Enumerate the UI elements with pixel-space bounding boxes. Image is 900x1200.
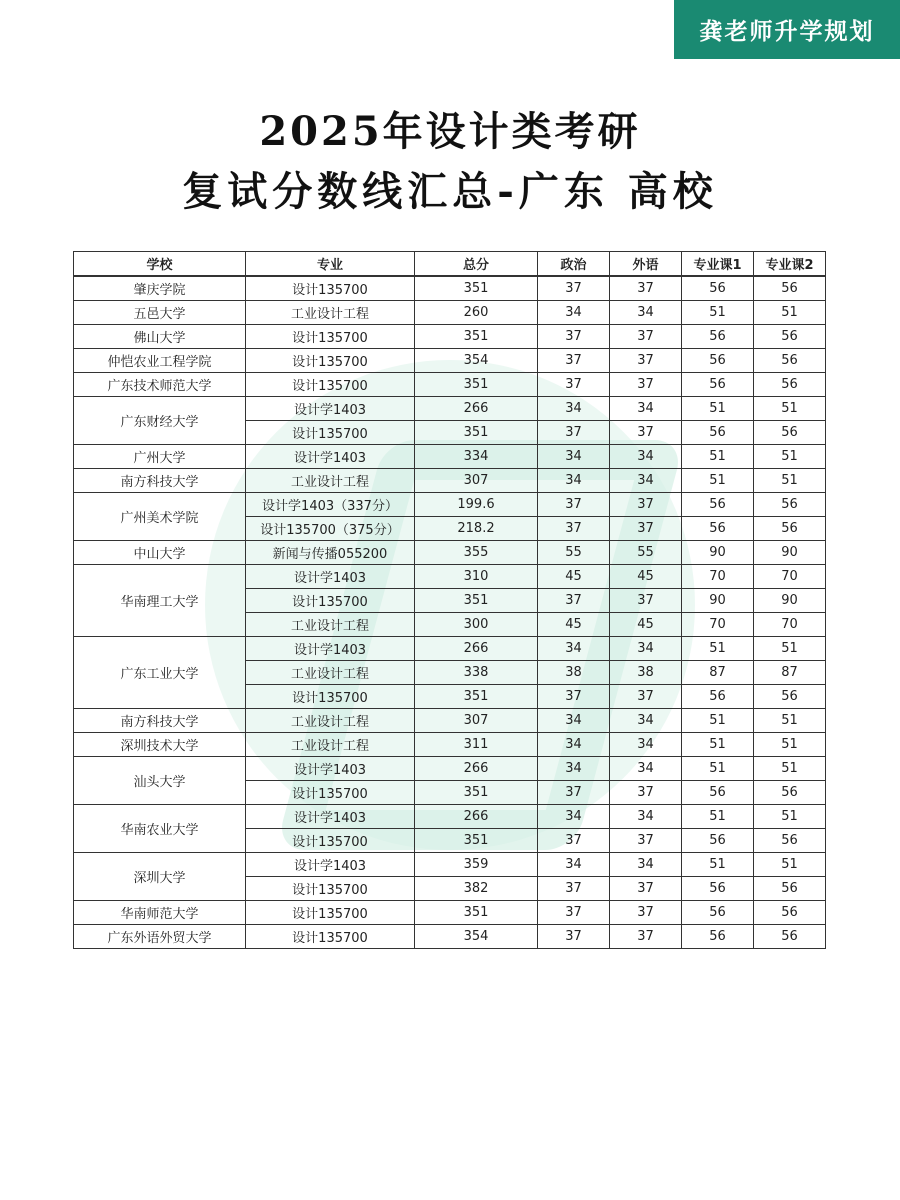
language-cell: 37 [610, 493, 682, 517]
course1-cell: 56 [682, 829, 754, 853]
course2-cell: 87 [754, 661, 826, 685]
total-cell: 351 [415, 829, 538, 853]
total-cell: 300 [415, 613, 538, 637]
header-language: 外语 [610, 252, 682, 277]
language-cell: 37 [610, 349, 682, 373]
course1-cell: 51 [682, 445, 754, 469]
course1-cell: 70 [682, 565, 754, 589]
header-politics: 政治 [538, 252, 610, 277]
total-cell: 266 [415, 805, 538, 829]
language-cell: 55 [610, 541, 682, 565]
school-cell: 佛山大学 [74, 325, 246, 349]
major-cell: 设计学1403 [246, 565, 415, 589]
table-row [74, 757, 826, 781]
total-cell: 310 [415, 565, 538, 589]
course2-cell: 56 [754, 925, 826, 949]
major-cell: 设计学1403 [246, 805, 415, 829]
course1-cell: 90 [682, 589, 754, 613]
course1-cell: 51 [682, 301, 754, 325]
language-cell: 34 [610, 709, 682, 733]
language-cell: 34 [610, 637, 682, 661]
course2-cell: 51 [754, 733, 826, 757]
total-cell: 351 [415, 781, 538, 805]
language-cell: 34 [610, 805, 682, 829]
course1-cell: 51 [682, 733, 754, 757]
course1-cell: 51 [682, 469, 754, 493]
table-row [74, 541, 826, 565]
politics-cell: 45 [538, 613, 610, 637]
course2-cell: 90 [754, 541, 826, 565]
total-cell: 351 [415, 685, 538, 709]
total-cell: 307 [415, 709, 538, 733]
major-cell: 设计学1403 [246, 397, 415, 421]
politics-cell: 34 [538, 757, 610, 781]
language-cell: 45 [610, 565, 682, 589]
language-cell: 34 [610, 733, 682, 757]
course1-cell: 56 [682, 877, 754, 901]
course1-cell: 51 [682, 397, 754, 421]
course1-cell: 56 [682, 901, 754, 925]
major-cell: 工业设计工程 [246, 709, 415, 733]
major-cell: 工业设计工程 [246, 301, 415, 325]
total-cell: 334 [415, 445, 538, 469]
table-row [74, 397, 826, 421]
course1-cell: 56 [682, 325, 754, 349]
total-cell: 266 [415, 397, 538, 421]
language-cell: 37 [610, 276, 682, 301]
language-cell: 45 [610, 613, 682, 637]
course2-cell: 51 [754, 301, 826, 325]
course2-cell: 51 [754, 805, 826, 829]
course1-cell: 56 [682, 349, 754, 373]
course2-cell: 51 [754, 637, 826, 661]
major-cell: 设计135700 [246, 901, 415, 925]
total-cell: 354 [415, 925, 538, 949]
course1-cell: 51 [682, 709, 754, 733]
total-cell: 359 [415, 853, 538, 877]
course2-cell: 70 [754, 613, 826, 637]
course2-cell: 56 [754, 276, 826, 301]
school-cell: 广东技术师范大学 [74, 373, 246, 397]
politics-cell: 34 [538, 709, 610, 733]
table-row [74, 301, 826, 325]
course2-cell: 51 [754, 445, 826, 469]
total-cell: 354 [415, 349, 538, 373]
course1-cell: 56 [682, 493, 754, 517]
header-major: 专业 [246, 252, 415, 277]
politics-cell: 37 [538, 685, 610, 709]
total-cell: 199.6 [415, 493, 538, 517]
title-line2: 复试分数线汇总-广东 高校 [182, 168, 718, 215]
course1-cell: 70 [682, 613, 754, 637]
politics-cell: 37 [538, 517, 610, 541]
language-cell: 37 [610, 781, 682, 805]
school-cell: 深圳技术大学 [74, 733, 246, 757]
course1-cell: 56 [682, 373, 754, 397]
title-line1: 2025年设计类考研 [259, 108, 641, 155]
course1-cell: 56 [682, 925, 754, 949]
school-cell: 广东外语外贸大学 [74, 925, 246, 949]
major-cell: 设计135700 [246, 829, 415, 853]
language-cell: 37 [610, 685, 682, 709]
major-cell: 设计学1403 [246, 637, 415, 661]
table-row [74, 925, 826, 949]
total-cell: 351 [415, 325, 538, 349]
major-cell: 工业设计工程 [246, 613, 415, 637]
major-cell: 设计135700 [246, 877, 415, 901]
language-cell: 37 [610, 373, 682, 397]
politics-cell: 37 [538, 276, 610, 301]
language-cell: 37 [610, 877, 682, 901]
course2-cell: 56 [754, 373, 826, 397]
total-cell: 351 [415, 276, 538, 301]
school-cell: 南方科技大学 [74, 709, 246, 733]
table-row [74, 373, 826, 397]
politics-cell: 37 [538, 589, 610, 613]
school-cell: 广东工业大学 [74, 637, 246, 709]
school-cell: 广州美术学院 [74, 493, 246, 541]
politics-cell: 34 [538, 469, 610, 493]
course2-cell: 56 [754, 829, 826, 853]
major-cell: 设计135700 [246, 325, 415, 349]
total-cell: 266 [415, 757, 538, 781]
course1-cell: 51 [682, 757, 754, 781]
total-cell: 355 [415, 541, 538, 565]
major-cell: 设计135700 [246, 349, 415, 373]
school-cell: 深圳大学 [74, 853, 246, 901]
table-row [74, 445, 826, 469]
politics-cell: 37 [538, 493, 610, 517]
course2-cell: 70 [754, 565, 826, 589]
language-cell: 37 [610, 829, 682, 853]
language-cell: 38 [610, 661, 682, 685]
politics-cell: 45 [538, 565, 610, 589]
major-cell: 设计135700 [246, 421, 415, 445]
politics-cell: 37 [538, 421, 610, 445]
table-row [74, 733, 826, 757]
major-cell: 设计135700 [246, 373, 415, 397]
table-header-row [74, 252, 826, 277]
table-row [74, 349, 826, 373]
school-cell: 南方科技大学 [74, 469, 246, 493]
course1-cell: 56 [682, 276, 754, 301]
total-cell: 307 [415, 469, 538, 493]
major-cell: 工业设计工程 [246, 469, 415, 493]
major-cell: 设计135700 [246, 685, 415, 709]
politics-cell: 37 [538, 373, 610, 397]
course2-cell: 56 [754, 901, 826, 925]
brand-badge: 龚老师升学规划 [674, 0, 900, 59]
total-cell: 266 [415, 637, 538, 661]
politics-cell: 34 [538, 853, 610, 877]
total-cell: 311 [415, 733, 538, 757]
school-cell: 中山大学 [74, 541, 246, 565]
politics-cell: 37 [538, 901, 610, 925]
politics-cell: 55 [538, 541, 610, 565]
major-cell: 设计学1403（337分） [246, 493, 415, 517]
language-cell: 37 [610, 925, 682, 949]
language-cell: 37 [610, 325, 682, 349]
school-cell: 汕头大学 [74, 757, 246, 805]
politics-cell: 37 [538, 877, 610, 901]
language-cell: 34 [610, 397, 682, 421]
header-course1: 专业课1 [682, 252, 754, 277]
total-cell: 351 [415, 421, 538, 445]
school-cell: 仲恺农业工程学院 [74, 349, 246, 373]
total-cell: 260 [415, 301, 538, 325]
course2-cell: 51 [754, 853, 826, 877]
table-row [74, 493, 826, 517]
header-total: 总分 [415, 252, 538, 277]
school-cell: 五邑大学 [74, 301, 246, 325]
course1-cell: 56 [682, 685, 754, 709]
course2-cell: 56 [754, 781, 826, 805]
course1-cell: 51 [682, 637, 754, 661]
course2-cell: 56 [754, 493, 826, 517]
language-cell: 37 [610, 901, 682, 925]
language-cell: 34 [610, 301, 682, 325]
major-cell: 新闻与传播055200 [246, 541, 415, 565]
politics-cell: 34 [538, 805, 610, 829]
language-cell: 34 [610, 757, 682, 781]
table-row [74, 469, 826, 493]
major-cell: 设计135700 [246, 276, 415, 301]
politics-cell: 38 [538, 661, 610, 685]
politics-cell: 34 [538, 397, 610, 421]
language-cell: 34 [610, 469, 682, 493]
header-school: 学校 [74, 252, 246, 277]
politics-cell: 37 [538, 829, 610, 853]
school-cell: 华南农业大学 [74, 805, 246, 853]
course1-cell: 51 [682, 805, 754, 829]
politics-cell: 34 [538, 733, 610, 757]
school-cell: 广州大学 [74, 445, 246, 469]
politics-cell: 34 [538, 301, 610, 325]
language-cell: 37 [610, 517, 682, 541]
politics-cell: 37 [538, 349, 610, 373]
course1-cell: 87 [682, 661, 754, 685]
table-row [74, 901, 826, 925]
politics-cell: 37 [538, 925, 610, 949]
total-cell: 218.2 [415, 517, 538, 541]
course2-cell: 51 [754, 469, 826, 493]
course2-cell: 56 [754, 421, 826, 445]
course2-cell: 56 [754, 685, 826, 709]
major-cell: 设计学1403 [246, 757, 415, 781]
politics-cell: 34 [538, 637, 610, 661]
course2-cell: 51 [754, 397, 826, 421]
course2-cell: 51 [754, 757, 826, 781]
course2-cell: 90 [754, 589, 826, 613]
header-course2: 专业课2 [754, 252, 826, 277]
major-cell: 设计学1403 [246, 853, 415, 877]
table-row [74, 565, 826, 589]
course2-cell: 51 [754, 709, 826, 733]
course2-cell: 56 [754, 349, 826, 373]
table-row [74, 276, 826, 301]
course1-cell: 51 [682, 853, 754, 877]
major-cell: 设计135700 [246, 925, 415, 949]
course1-cell: 90 [682, 541, 754, 565]
major-cell: 设计学1403 [246, 445, 415, 469]
course1-cell: 56 [682, 781, 754, 805]
school-cell: 肇庆学院 [74, 276, 246, 301]
politics-cell: 37 [538, 325, 610, 349]
major-cell: 工业设计工程 [246, 661, 415, 685]
total-cell: 351 [415, 589, 538, 613]
table-row [74, 853, 826, 877]
school-cell: 华南理工大学 [74, 565, 246, 637]
course1-cell: 56 [682, 421, 754, 445]
language-cell: 37 [610, 421, 682, 445]
language-cell: 34 [610, 853, 682, 877]
language-cell: 34 [610, 445, 682, 469]
total-cell: 338 [415, 661, 538, 685]
politics-cell: 34 [538, 445, 610, 469]
course2-cell: 56 [754, 517, 826, 541]
table-row [74, 709, 826, 733]
course2-cell: 56 [754, 325, 826, 349]
table-row [74, 805, 826, 829]
total-cell: 351 [415, 373, 538, 397]
politics-cell: 37 [538, 781, 610, 805]
table-row [74, 325, 826, 349]
major-cell: 设计135700 [246, 589, 415, 613]
school-cell: 华南师范大学 [74, 901, 246, 925]
course2-cell: 56 [754, 877, 826, 901]
total-cell: 351 [415, 901, 538, 925]
table-row [74, 637, 826, 661]
total-cell: 382 [415, 877, 538, 901]
school-cell: 广东财经大学 [74, 397, 246, 445]
course1-cell: 56 [682, 517, 754, 541]
major-cell: 工业设计工程 [246, 733, 415, 757]
language-cell: 37 [610, 589, 682, 613]
score-table [73, 251, 826, 949]
major-cell: 设计135700（375分） [246, 517, 415, 541]
major-cell: 设计135700 [246, 781, 415, 805]
